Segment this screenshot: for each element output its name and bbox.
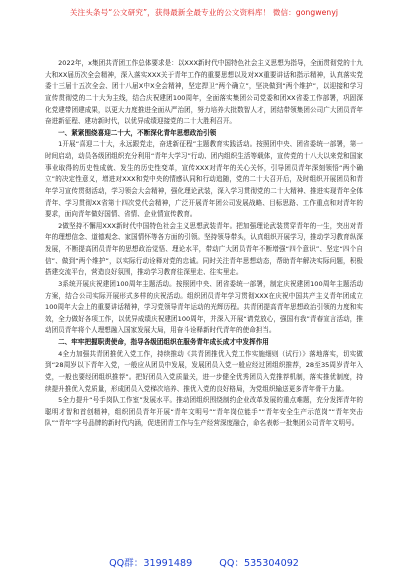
qq-number: QQ：535304092 — [219, 558, 299, 569]
paragraph-4: 4全力加强共青团推优入党工作，持续推动《共青团推优入党工作实施细则（试行）》落地落实，切实做到“28周岁以下青年入党，一般应从团员中发展，发展团员入党一般应经过团组织推荐，28至35周岁青年入党，一般也要经团组织推荐”。把好团员入党质量关，进一步健全优秀团员入党推荐机制，落实推优制度，持续提升推优入党质量，形成团员入党梯次培养、推优入党的良好格局，为党组织输送更多青年骨干力量。 — [45, 349, 363, 393]
header-promo-banner: 关注头条号“公文研究”，获得最新全最专业的公文资料库！ 微信：gongwenyj — [69, 8, 339, 17]
document-body — [45, 58, 363, 430]
qq-group-number: QQ群：31991489 — [109, 558, 193, 569]
section-heading-2: 二、牢牢把握职责使命，指导各级团组织在服务青年成长成才中发挥作用 — [58, 338, 269, 346]
paragraph-5: 5全力提升“号手岗队工作室”发展水平。推动团组织围绕制约企业改革发展的重点难题，充分发挥青年的聪明才智和首创精神，组织团员青年开展“青年文明号”“青年岗位能手”“青年安全生产示范岗”“青年突击队”“青年”字号品牌的新时代内涵，促进团青工作与生产经营深度融合，命名表彰一批集团公司青年文明号。 — [45, 396, 363, 428]
footer-contact — [0, 557, 408, 571]
paragraph-1: 1开展“喜迎二十大，永远跟党走，奋进新征程”主题教育实践活动。按照团中央、团省委统一部署，第一时间启动，动员各级团组织充分利用“青年大学习”行动、团内组织生活等载体，宣传党的十八大以来党和国家事业取得的历史性成就、发生的历史性变革，宣传XXX对青年的关心关怀，引导团员青年深刻领悟“两个确立”的决定性意义，增进对XXX和党中央的情感认同和行动追随，党的二十大召开后，及时组织开展团员和青年学习宣传贯彻活动，学习领会大会精神，强化理论武装，深入学习贯彻党的二十大精神、推进实现青年全体青年、学习贯彻XX省第十四次党代会精神，广泛开展青年团公司发展战略、目标思路、工作重点和对青年的要求，面向青年做好国情、省情、企业情宣传教育。 — [45, 140, 363, 219]
section-heading-1: 一、紧紧围绕喜迎二十大，不断深化青年思想政治引领 — [58, 128, 217, 137]
paragraph-intro: 2022年，x集团共青团工作总体要求是：以XXX新时代中国特色社会主义思想为指导，全面贯彻党的十九大和XX届历次全会精神，深入落实XXX关于青年工作的重要思想以及对XX重要讲话和指示精神，认真落实党委十三届十五次全会、团十八届X中X全会精神，坚定捍卫“两个确立”，坚决做到“两个维护”，以迎接和学习宣传贯彻党的二十大为主线，结合庆祝建团100周年，全面落实集团公司党委和团XX省委工作部署，巩固深化党建带团建成果，以更大力度推进全面从严治团，努力培养大批数智人才，团结带领集团公司广大团员青年奋进新征程、建功新时代，以优异成绩迎接党的二十大胜利召开。 — [45, 59, 363, 126]
paragraph-3: 3系统开展庆祝建团100周年主题活动。按照团中央、团省委统一部署，制定庆祝建团100周年主题活动方案，结合公司实际开展形式多样的庆祝活动。组织团员青年学习贯彻XXX在庆祝中国共产主义青年团成立100周年大会上的重要讲话精神，学习党领导青年运动的光辉历程。共青团提高青年思想政治引领的力度和实效，全力做好各项工作，以优异成绩庆祝建团100周年，并深入开展“请党放心，强国有我”青春宣言活动，推动团员青年将个人理想融入国家发展大局，用奋斗诠释新时代青年的使命担当。 — [45, 279, 363, 335]
paragraph-2: 2做坚持不懈用XXX新时代中国特色社会主义思想武装青年。把加强理论武装贯穿青年的一生，突出对青年的理想信念、道德观念、家国情怀等各方面的引领。坚持领导带头，认真组织开展学习，推动学习教育纵深发展，不断提高团员青年的思想政治觉悟、理论水平，带动广大团员青年不断增强“四个意识”、坚定“四个自信”、做到“两个维护”，以实际行动诠释对党的忠诚。同时关注青年思想动态，帮助青年解决实际问题，积极搭建交流平台，营造良好氛围，推动学习教育往深里走、往实里走。 — [45, 221, 363, 277]
